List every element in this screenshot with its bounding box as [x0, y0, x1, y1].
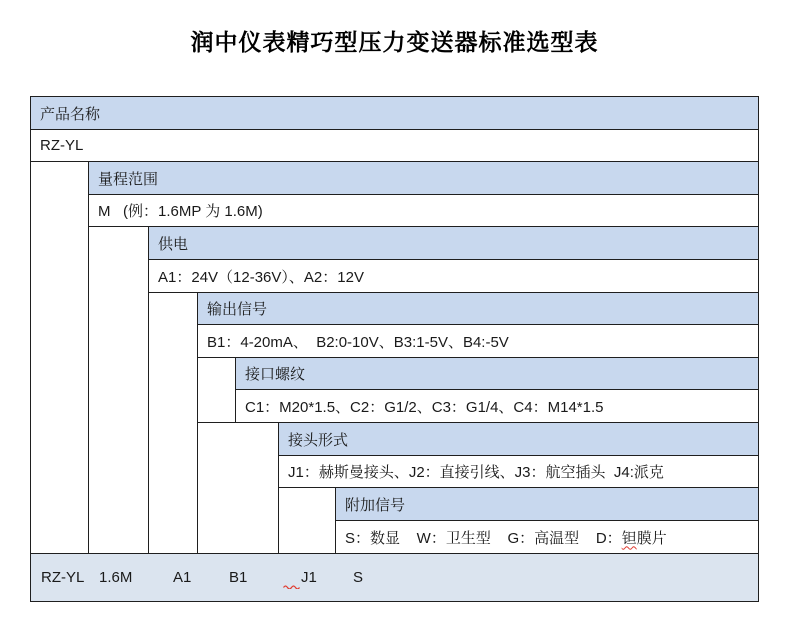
power-value-cell — [148, 259, 759, 292]
product-name-value-cell — [30, 129, 759, 161]
ordering-example-row — [30, 553, 759, 602]
extra-signal-label: 附加信号 — [345, 496, 406, 514]
extra-signal-misspelled-word: 钽 — [621, 529, 637, 547]
extra-signal-value-cell — [335, 520, 759, 553]
product-name-value: RZ-YL — [40, 137, 84, 154]
indent-spacer-level1 — [30, 161, 88, 553]
connector-value: J1：赫斯曼接头、J2：直接引线、J3：航空插头 J4:派克 — [288, 464, 664, 481]
range-value: M (例：1.6MP 为 1.6M) — [98, 203, 263, 220]
spellcheck-squiggle-icon — [283, 584, 300, 589]
indent-spacer-level3 — [148, 292, 197, 553]
output-signal-label: 输出信号 — [207, 301, 268, 318]
ordering-code-model: RZ-YL — [41, 569, 85, 586]
indent-spacer-level2 — [88, 226, 148, 553]
ordering-code-output: B1 — [229, 569, 248, 586]
product-name-header-cell — [30, 96, 759, 129]
range-value-cell — [88, 194, 759, 226]
connector-label: 接头形式 — [288, 431, 349, 449]
indent-spacer-level6 — [278, 487, 335, 553]
thread-value: C1：M20*1.5、C2：G1/2、C3：G1/4、C4：M14*1.5 — [245, 398, 604, 416]
ordering-code-power: A1 — [173, 569, 192, 586]
page-title: 润中仪表精巧型压力变送器标准选型表 — [190, 29, 599, 55]
power-label: 供电 — [158, 235, 189, 253]
thread-label: 接口螺纹 — [245, 366, 306, 383]
thread-header-cell — [235, 357, 759, 389]
extra-signal-value-post: 膜片 — [636, 529, 667, 547]
product-name-label: 产品名称 — [40, 105, 101, 123]
indent-spacer-level5 — [197, 422, 278, 553]
output-signal-value-cell — [197, 324, 759, 357]
power-header-cell — [148, 226, 759, 259]
indent-spacer-level4 — [197, 357, 235, 422]
output-signal-value: B1：4-20mA、 B2:0-10V、B3:1-5V、B4:-5V — [207, 333, 509, 351]
extra-signal-value-pre: S：数显 W：卫生型 G：高温型 D： — [345, 529, 622, 547]
thread-value-cell — [235, 389, 759, 422]
range-label: 量程范围 — [98, 170, 159, 188]
extra-signal-header-cell — [335, 487, 759, 520]
connector-value-cell — [278, 455, 759, 487]
power-value: A1：24V（12-36V）、A2：12V — [158, 268, 364, 286]
output-signal-header-cell — [197, 292, 759, 324]
connector-header-cell — [278, 422, 759, 455]
ordering-code-range: 1.6M — [99, 569, 133, 586]
range-header-cell — [88, 161, 759, 194]
ordering-code-connector: J1 — [301, 569, 317, 586]
ordering-code-extra: S — [353, 569, 364, 586]
